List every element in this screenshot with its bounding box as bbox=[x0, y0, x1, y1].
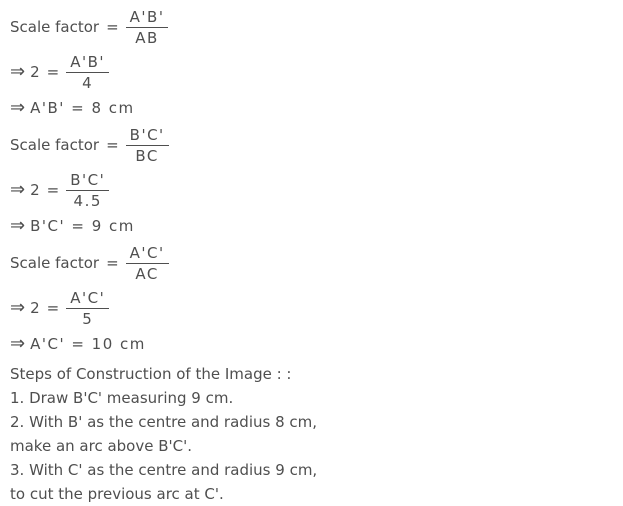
result-text: B'C' = 9 cm bbox=[30, 217, 135, 235]
scale-factor-label: Scale factor bbox=[10, 136, 100, 154]
scale-factor-label: Scale factor bbox=[10, 254, 100, 272]
fraction-denominator: 4 bbox=[82, 73, 94, 92]
step-line-2-continued: make an arc above B'C'. bbox=[10, 437, 193, 455]
implies-arrow: ⇒ bbox=[10, 333, 26, 354]
substitution-equation bbox=[10, 289, 613, 327]
construction-steps bbox=[10, 362, 613, 506]
fraction-numerator: B'C' bbox=[66, 171, 109, 191]
equals-sign: = bbox=[106, 136, 119, 154]
equals-sign: = bbox=[46, 63, 60, 81]
substitution-equation bbox=[10, 171, 613, 209]
scale-factor-equation bbox=[10, 126, 613, 164]
scale-value: 2 bbox=[30, 299, 40, 317]
result-text: A'C' = 10 cm bbox=[30, 335, 146, 353]
result-line bbox=[10, 334, 613, 354]
scale-factor-equation bbox=[10, 244, 613, 282]
scale-factor-equation bbox=[10, 8, 613, 46]
implies-arrow: ⇒ bbox=[10, 179, 26, 200]
fraction bbox=[66, 53, 109, 92]
scale-value: 2 bbox=[30, 63, 40, 81]
equals-sign: = bbox=[46, 181, 60, 199]
fraction bbox=[66, 171, 109, 210]
equals-sign: = bbox=[46, 299, 60, 317]
equation-block-ac bbox=[10, 244, 613, 354]
fraction bbox=[126, 8, 169, 47]
fraction-numerator: A'C' bbox=[66, 289, 109, 309]
implies-arrow: ⇒ bbox=[10, 297, 26, 318]
fraction-denominator: AC bbox=[135, 264, 159, 283]
step-line-3: 3. With C' as the centre and radius 9 cm, bbox=[10, 461, 318, 479]
fraction bbox=[66, 289, 109, 328]
implies-arrow: ⇒ bbox=[10, 215, 26, 236]
equation-block-bc bbox=[10, 126, 613, 236]
fraction bbox=[126, 244, 169, 283]
implies-arrow: ⇒ bbox=[10, 61, 26, 82]
fraction-numerator: A'B' bbox=[126, 8, 169, 28]
steps-title: Steps of Construction of the Image : : bbox=[10, 365, 292, 383]
fraction-denominator: 5 bbox=[82, 309, 94, 328]
fraction-denominator: BC bbox=[135, 146, 159, 165]
fraction bbox=[126, 126, 169, 165]
fraction-numerator: A'B' bbox=[66, 53, 109, 73]
step-line-3-continued: to cut the previous arc at C'. bbox=[10, 485, 224, 503]
fraction-numerator: A'C' bbox=[126, 244, 169, 264]
equals-sign: = bbox=[106, 254, 119, 272]
scale-factor-label: Scale factor bbox=[10, 18, 100, 36]
result-text: A'B' = 8 cm bbox=[30, 99, 135, 117]
equation-block-ab bbox=[10, 8, 613, 118]
step-line-2: 2. With B' as the centre and radius 8 cm, bbox=[10, 413, 318, 431]
substitution-equation bbox=[10, 53, 613, 91]
equals-sign: = bbox=[106, 18, 119, 36]
scale-value: 2 bbox=[30, 181, 40, 199]
result-line bbox=[10, 98, 613, 118]
implies-arrow: ⇒ bbox=[10, 97, 26, 118]
fraction-denominator: 4.5 bbox=[73, 191, 102, 210]
fraction-numerator: B'C' bbox=[126, 126, 169, 146]
step-line-1: 1. Draw B'C' measuring 9 cm. bbox=[10, 389, 234, 407]
fraction-denominator: AB bbox=[135, 28, 159, 47]
result-line bbox=[10, 216, 613, 236]
